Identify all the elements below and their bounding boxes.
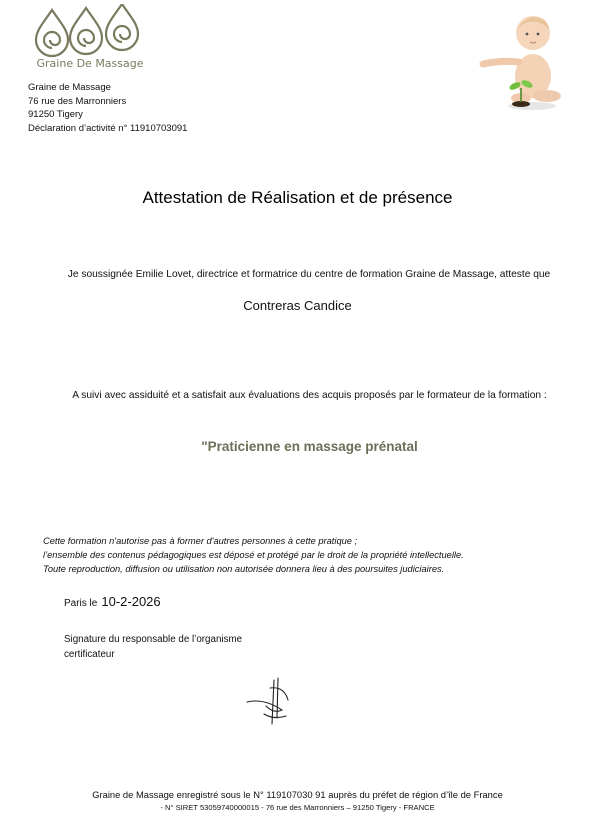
organisation-city: 91250 Tigery bbox=[28, 109, 83, 121]
trainee-name: Contreras Candice bbox=[243, 298, 352, 313]
legal-line: Toute reproduction, diffusion ou utilisation non autorisée donnera lieu à des poursuites judiciaires. bbox=[43, 563, 445, 574]
legal-line: l’ensemble des contenus pédagogiques est déposé et protégé par le droit de la propriété intellectuelle. bbox=[43, 549, 464, 560]
footer-siret: - N° SIRET 53059740000015 - 76 rue des Marronniers – 91250 Tigery - FRANCE bbox=[160, 803, 435, 812]
place-label: Paris le bbox=[64, 598, 98, 609]
legal-line: Cette formation n'autorise pas à former d'autres personnes à cette pratique ; bbox=[43, 536, 358, 546]
organisation-declaration: Déclaration d’activité n° 11910703091 bbox=[28, 122, 188, 134]
organisation-name: Graine de Massage bbox=[28, 82, 111, 93]
signature-label: Signature du responsable de l’organisme certificateur bbox=[64, 634, 243, 660]
baby-illustration bbox=[477, 6, 567, 114]
completion-statement: A suivi avec assiduité et a satisfait aux évaluations des acquis proposés par le formateur de la formation : bbox=[72, 390, 547, 401]
organisation-address bbox=[28, 81, 187, 135]
logo-drops-icon bbox=[30, 4, 150, 60]
logo-text: Graine De Massage bbox=[36, 57, 144, 70]
organisation-street: 76 rue des Marronniers bbox=[28, 95, 127, 107]
handwritten-signature bbox=[244, 676, 296, 726]
document-title: Attestation de Réalisation et de présence bbox=[142, 188, 453, 207]
intro-statement: Je soussignée Emilie Lovet, directrice et formatrice du centre de formation Graine de Massage, atteste que bbox=[67, 269, 551, 280]
issue-date: 10-2-2026 bbox=[101, 594, 161, 609]
place-date bbox=[64, 594, 161, 609]
formation-name: "Praticienne en massage prénatal bbox=[201, 439, 418, 454]
footer-registration: Graine de Massage enregistré sous le N° 119107030 91 auprès du préfet de région d’île de France bbox=[92, 789, 503, 800]
legal-notice bbox=[43, 535, 464, 576]
